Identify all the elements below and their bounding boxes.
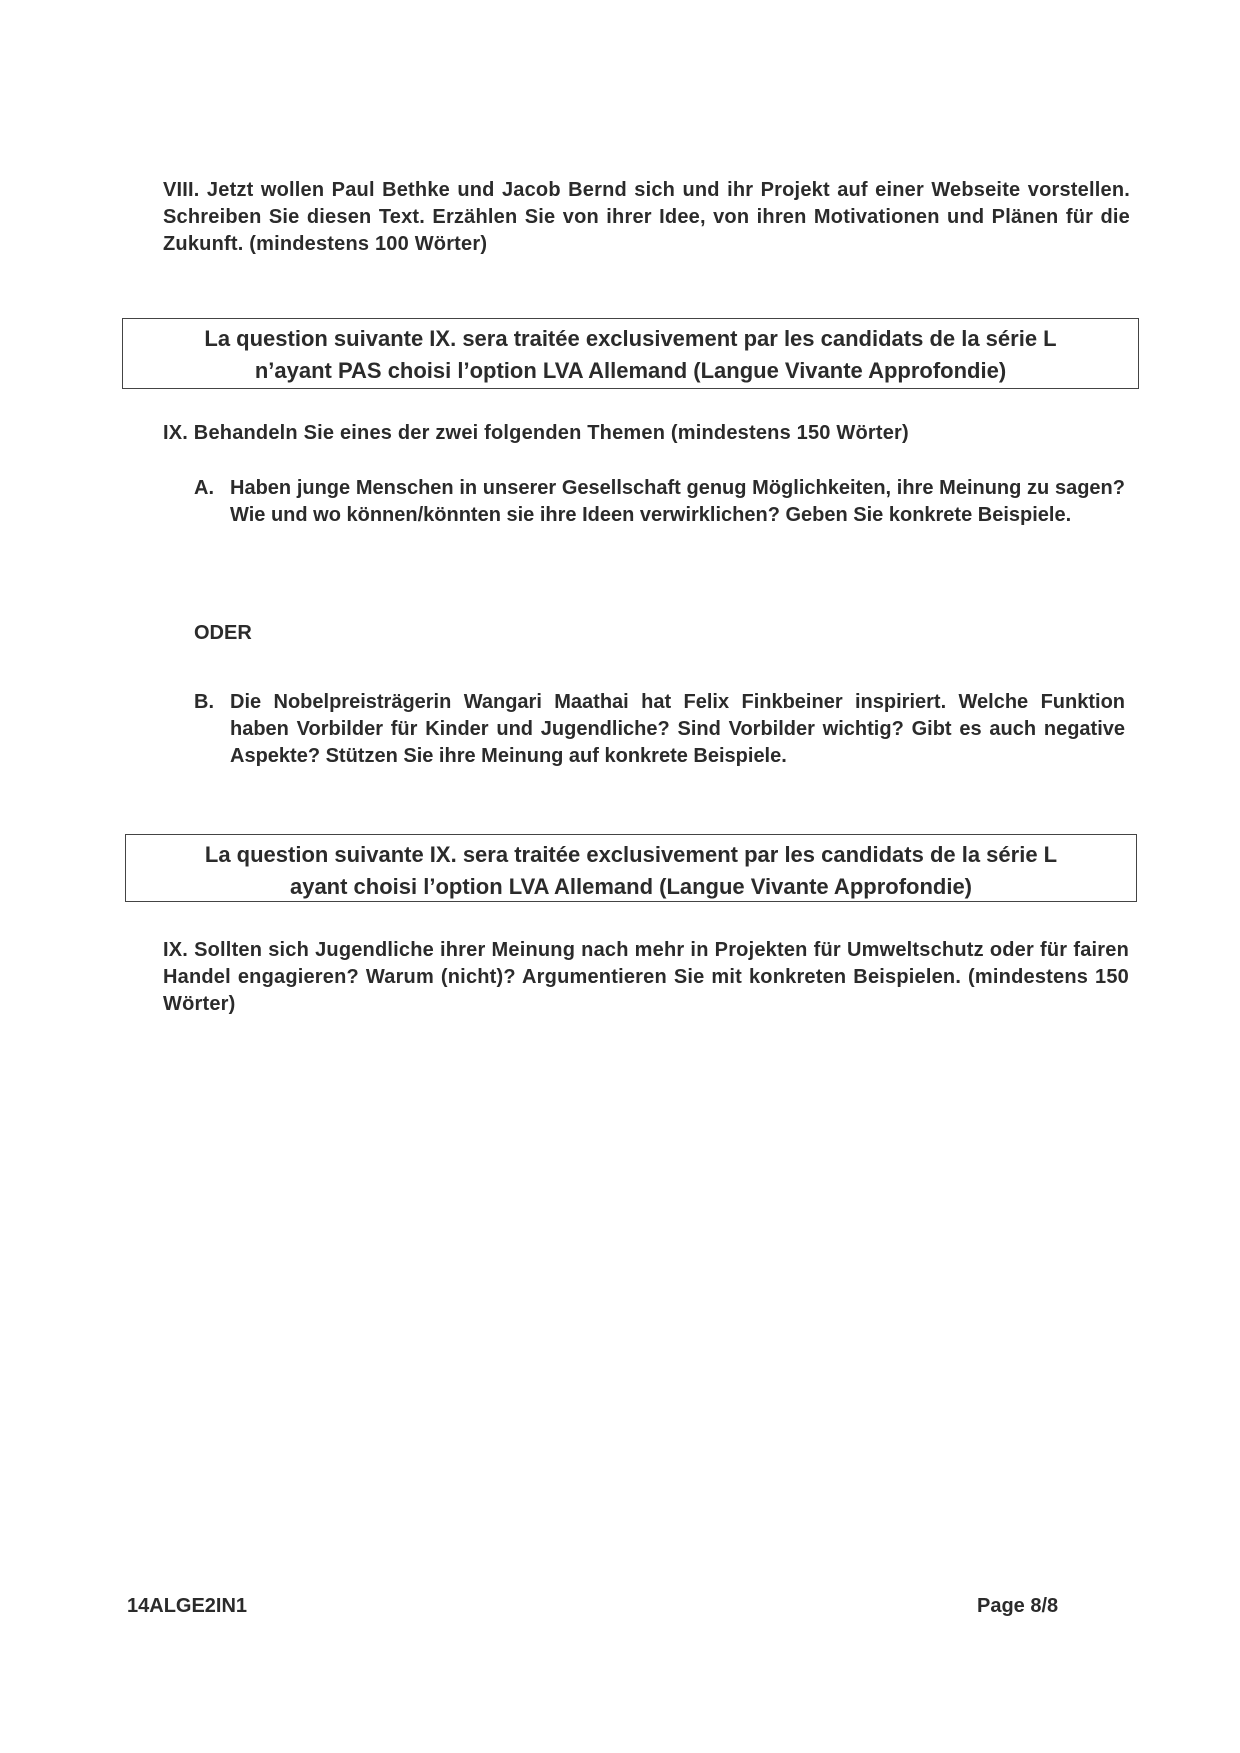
question-viii: VIII. Jetzt wollen Paul Bethke und Jacob Bernd sich und ihr Projekt auf einer Webseite vorstellen. Schreiben Sie diesen Text. Erzählen Sie von ihrer Idee, von ihren Motivationen und Plänen für die Zukunft. (mindestens 100 Wörter) [163, 179, 1130, 255]
page-number: Page 8/8 [977, 1595, 1059, 1617]
question-ix-lva: IX. Sollten sich Jugendliche ihrer Meinung nach mehr in Projekten für Umweltschutz oder für fairen Handel engagieren? Warum (nicht)? Argumentieren Sie mit konkreten Beispielen. (mindestens 150 Wörter) [163, 939, 1129, 1015]
option-a-text: Haben junge Menschen in unserer Gesellschaft genug Möglichkeiten, ihre Meinung zu sagen? Wie und wo können/könnten sie ihre Ideen verwirklichen? Geben Sie konkrete Beispiele. [230, 477, 1125, 526]
notice-line-2: n’ayant PAS choisi l’option LVA Allemand (Langue Vivante Approfondie) [254, 358, 1007, 383]
option-a-letter: A. [194, 477, 214, 499]
notice-box-with-lva [125, 834, 1137, 902]
question-ix-heading: IX. Behandeln Sie eines der zwei folgenden Themen (mindestens 150 Wörter) [163, 422, 909, 444]
option-a [194, 475, 1134, 565]
option-b-text: Die Nobelpreisträgerin Wangari Maathai hat Felix Finkbeiner inspiriert. Welche Funktion haben Vorbilder für Kinder und Jugendliche? Sind Vorbilder wichtig? Gibt es auch negative Aspekte? Stützen Sie ihre Meinung auf konkrete Beispiele. [230, 691, 1125, 767]
notice-line-1: La question suivante IX. sera traitée exclusivement par les candidats de la série L [204, 842, 1058, 867]
notice-line-1: La question suivante IX. sera traitée exclusivement par les candidats de la série L [204, 326, 1057, 351]
or-label: ODER [194, 622, 252, 644]
exam-code: 14ALGE2IN1 [127, 1595, 248, 1617]
option-b-letter: B. [194, 691, 214, 713]
option-b [194, 689, 1134, 779]
notice-box-without-lva [122, 318, 1139, 389]
notice-line-2: ayant choisi l’option LVA Allemand (Langue Vivante Approfondie) [289, 874, 973, 899]
